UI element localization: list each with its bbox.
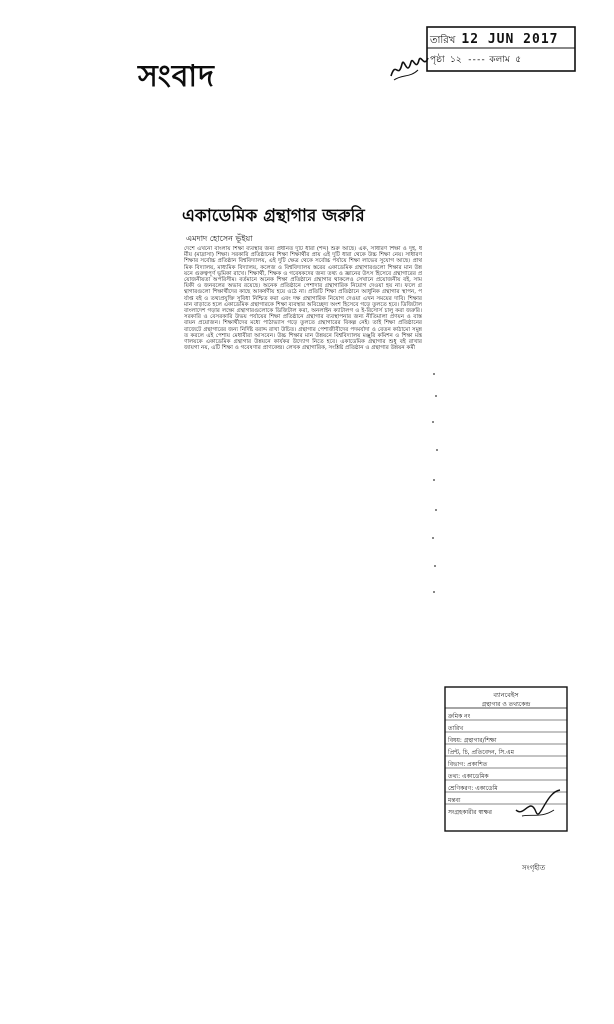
article-body — [184, 246, 422, 592]
stamp-footer-note: সংগৃহীত — [522, 864, 546, 872]
date-stamp: তারিখ 12 JUN 2017 পৃষ্ঠা ১২ ---- কলাম ৫ — [426, 26, 576, 72]
article-byline: এমদাদ হোসেন ভূঁইয়া — [186, 234, 253, 243]
scan-margin-dots — [430, 370, 446, 600]
page-value: ১২ — [450, 55, 462, 65]
newspaper-clipping — [172, 203, 422, 595]
handwritten-signature — [388, 50, 430, 84]
register-field: ক্রমিক নং — [448, 713, 471, 720]
register-field: মন্তব্য — [448, 797, 461, 804]
column-label: কলাম — [489, 55, 510, 65]
register-title: ব্যানবেইস — [493, 691, 519, 699]
register-field: বিষয়: গ্রন্থাগার/শিক্ষা — [448, 737, 497, 744]
page-label: পৃষ্ঠা — [430, 55, 445, 65]
register-field: প্রিন্ট, চি, প্রতিবেদন, সি.এম — [448, 749, 514, 756]
register-field: তথ্য: একাডেমিক — [448, 773, 489, 780]
date-label: তারিখ — [430, 35, 456, 46]
register-signature — [514, 788, 562, 822]
library-register-stamp — [444, 686, 568, 832]
author-note: লেখক গ্রন্থাগারিক, সংশ্লিষ্ট প্রতিষ্ঠান ও গ্রন্থাগার উন্নয়ন কর্মী — [286, 345, 416, 352]
column-value: ৫ — [515, 55, 522, 65]
article-body-text: দেশে এখনো বাংলায় শিক্ষা ব্যবস্থার জন্য প্রধানত দুটি ধারা (শব্দ) শুরু আছে। এক, সাধারণ শিক্ষা ও দুই, ধর্মীয় (মাদ্রাসা) শিক্ষা। সরকারি প্রতিষ্ঠানের শিক্ষা শিক্ষার্থীর প্রায় এই দুটি ধারা থেকে উচ্চ শিক্ষা নেয়। সাধারণ শিক্ষার সর্বোচ্চ প্রতিষ্ঠান বিশ্ববিদ্যালয়, এই দুটি ক্ষেত্র থেকে সর্বোচ্চ পর্যায়ে শিক্ষা লাভের সুযোগ আছে। প্রাথমিক বিদ্যালয়, মাধ্যমিক বিদ্যালয়, কলেজ ও বিশ্ববিদ্যালয় স্তরের একাডেমিক গ্রন্থাগারগুলো শিক্ষার মান উন্নয়নে গুরুত্বপূর্ণ ভূমিকা রাখে। শিক্ষার্থী, শিক্ষক ও গবেষকদের জন্য তথ্য ও জ্ঞানের উৎস হিসেবে গ্রন্থাগারের প্রয়োজনীয়তা অপরিসীম। বর্তমানে অনেক শিক্ষা প্রতিষ্ঠানে গ্রন্থাগার থাকলেও সেখানে প্রয়োজনীয় বই, সাময়িকী ও জনবলের অভাব রয়েছে। অনেক প্রতিষ্ঠানে পেশাদার গ্রন্থাগারিক নিয়োগ দেওয়া হয় না। ফলে গ্রন্থাগারগুলো শিক্ষার্থীদের কাছে আকর্ষণীয় হয়ে ওঠে না। প্রতিটি শিক্ষা প্রতিষ্ঠানে আধুনিক গ্রন্থাগার স্থাপন, পর্যাপ্ত বই ও তথ্যপ্রযুক্তি সুবিধা নিশ্চিত করা এবং দক্ষ গ্রন্থাগারিক নিয়োগ দেওয়া এখন সময়ের দাবি। শিক্ষার মান বাড়াতে হলে একাডেমিক গ্রন্থাগারকে শিক্ষা ব্যবস্থার অবিচ্ছেদ্য অংশ হিসেবে গড়ে তুলতে হবে। ডিজিটাল বাংলাদেশ গড়ার লক্ষ্যে গ্রন্থাগারগুলোকে ডিজিটাল করা, অনলাইন ক্যাটালগ ও ই-রিসোর্স চালু করা জরুরি। সরকারি ও বেসরকারি উভয় পর্যায়ের শিক্ষা প্রতিষ্ঠানে গ্রন্থাগার ব্যবস্থাপনার জন্য নীতিমালা প্রণয়ন ও বাস্তবায়ন প্রয়োজন। শিক্ষার্থীদের মধ্যে পাঠাভ্যাস গড়ে তুলতে গ্রন্থাগারের বিকল্প নেই। তাই শিক্ষা প্রতিষ্ঠানের বাজেটে গ্রন্থাগারের জন্য নির্দিষ্ট বরাদ্দ রাখা উচিত। গ্রন্থাগার পেশাজীবীদের পদমর্যাদা ও বেতন কাঠামো সমুন্নত করলে এই পেশায় মেধাবীরা আসবেন। উচ্চ শিক্ষার মান উন্নয়নে বিশ্ববিদ্যালয় মঞ্জুরি কমিশন ও শিক্ষা মন্ত্রণালয়কে একাডেমিক গ্রন্থাগার উন্নয়নে কার্যকর উদ্যোগ নিতে হবে। একাডেমিক গ্রন্থাগার শুধু বই রাখার জায়গা নয়, এটি শিক্ষা ও গবেষণার প্রাণকেন্দ্র। — [184, 246, 422, 352]
register-field: বিভাগ: প্রকাশিত — [448, 761, 488, 768]
register-subtitle: গ্রন্থাগার ও তথ্যকেন্দ্র — [481, 701, 531, 708]
register-field: সংগ্রহকারীর স্বাক্ষর — [448, 809, 492, 816]
date-value: 12 JUN 2017 — [461, 32, 559, 47]
register-field: শ্রেণিকরণ: একাডেমি — [448, 785, 498, 792]
article-headline: একাডেমিক গ্রন্থাগার জরুরি — [182, 206, 365, 226]
newspaper-masthead: সংবাদ — [138, 59, 215, 94]
register-field: তারিখ — [448, 725, 464, 732]
